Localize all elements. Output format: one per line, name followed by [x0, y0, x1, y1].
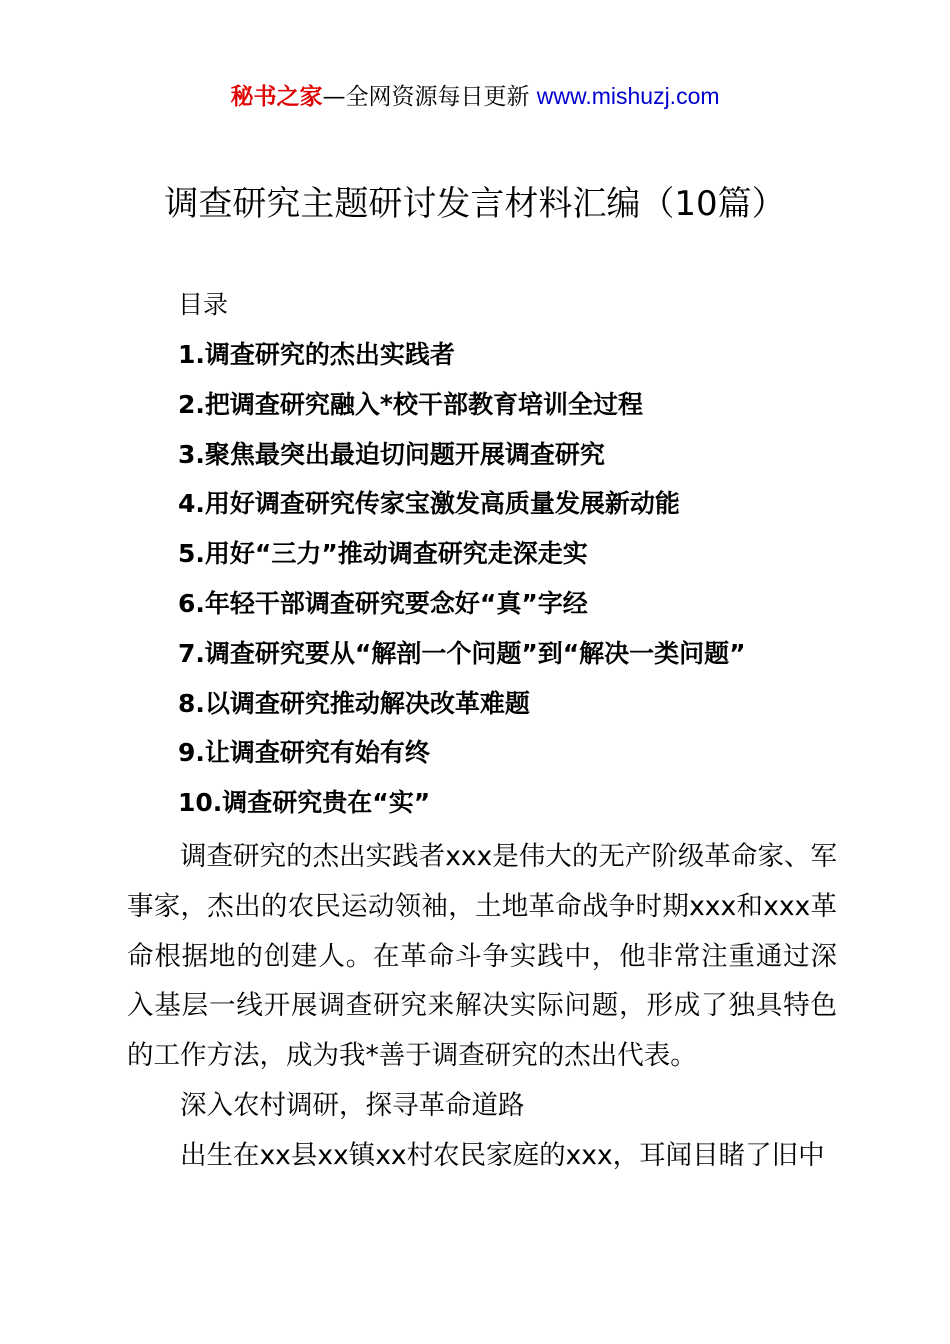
toc-item: 7.调查研究要从“解剖一个问题”到“解决一类问题”	[178, 638, 746, 668]
toc-item: 5.用好“三力”推动调查研究走深走实	[178, 539, 588, 569]
table-of-contents	[178, 335, 746, 833]
header-tagline: —全网资源每日更新	[322, 84, 537, 110]
toc-item: 3.聚焦最突出最迫切问题开展调查研究	[178, 439, 605, 469]
toc-heading: 目录	[178, 290, 229, 319]
toc-item: 1.调查研究的杰出实践者	[178, 340, 455, 369]
document-title: 调查研究主题研讨发言材料汇编（10篇）	[164, 184, 786, 224]
toc-item: 9.让调查研究有始有终	[178, 738, 430, 768]
toc-item: 4.用好调查研究传家宝激发高质量发展新动能	[178, 489, 680, 519]
brand-name: 秘书之家	[230, 84, 323, 110]
toc-item: 10.调查研究贵在“实”	[178, 788, 431, 818]
section-subheading: 深入农村调研，探寻革命道路	[180, 1089, 525, 1121]
site-url-link[interactable]: www.mishuzj.com	[536, 83, 720, 109]
body-paragraph: 出生在xx县xx镇xx村农民家庭的xxx，耳闻目睹了旧中	[180, 1139, 825, 1171]
body-paragraph: 调查研究的杰出实践者xxx是伟大的无产阶级革命家、军事家，杰出的农民运动领袖，土地革命战争时期xxx和xxx革命根据地的创建人。在革命斗争实践中，他非常注重通过深入基层一线开展调查研究来解决实际问题，形成了独具特色的工作方法，成为我*善于调查研究的杰出代表。	[127, 841, 837, 1072]
toc-item: 2.把调查研究融入*校干部教育培训全过程	[178, 389, 643, 419]
toc-item: 6.年轻干部调查研究要念好“真”字经	[178, 588, 588, 618]
toc-item: 8.以调查研究推动解决改革难题	[178, 688, 530, 718]
site-header	[0, 80, 950, 113]
body-text	[127, 832, 837, 1181]
